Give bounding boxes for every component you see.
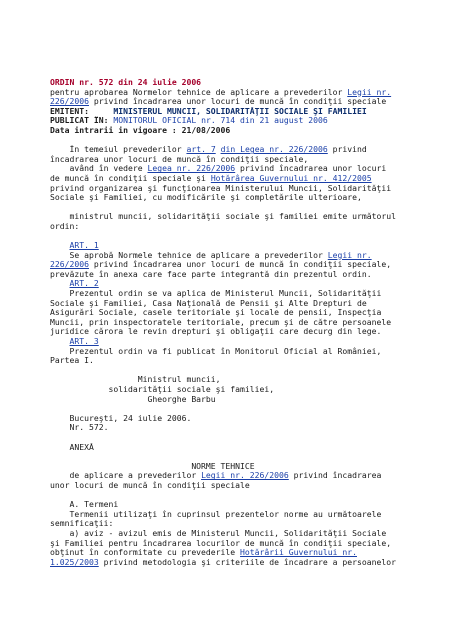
preamble-p1-line-2: încadrarea unor locuri de muncă în condiţii speciale, [50, 154, 309, 164]
art-1-text-3: prevăzute în anexa care face parte integrantă din prezentul ordin. [50, 269, 372, 279]
art-2-text-5: juridice cărora le revin drepturi şi obligaţii care decurg din lege. [50, 327, 382, 337]
art-1-link[interactable]: ART. 1 [69, 241, 99, 251]
norme-tehnice-title: NORME TEHNICE [50, 461, 255, 471]
art-1-text-1: Se aprobă Normele tehnice de aplicare a prevederilor Legii nr. [50, 250, 372, 260]
preamble-p2-line-1: având în vedere Legea nr. 226/2006 privind încadrarea unor locuri [50, 164, 387, 174]
section-a-heading: A. Termeni [50, 500, 119, 510]
art-1-legii-link-cont[interactable]: 226/2006 [50, 260, 89, 270]
order-number: Nr. 572. [50, 423, 109, 433]
legea-226-preamble-link[interactable]: Legea nr. 226/2006 [147, 164, 236, 174]
terms-intro-2: semnificaţii: [50, 519, 114, 529]
signature-line-2: solidarităţii sociale şi familiei, [50, 385, 275, 394]
term-a-line-2: şi Familiei pentru încadrarea locurilor de muncă în condiţii speciale, [50, 538, 392, 548]
norme-subtitle-1: de aplicare a prevederilor Legii nr. 226/2006 privind încadrarea [50, 471, 382, 481]
signature-line-1: Ministrul muncii, [50, 375, 221, 385]
art-2-text-2: Sociale şi Familiei, Casa Naţională de Pensii şi Alte Drepturi de [50, 298, 367, 308]
term-a-line-1: a) aviz - avizul emis de Ministerul Muncii, Solidarităţii Sociale [50, 528, 387, 538]
purpose-line-2: 226/2006 privind încadrarea unor locuri de muncă în condiţii speciale [50, 97, 387, 107]
anexa-label: ANEXĂ [50, 442, 94, 452]
art-1-legii-link[interactable]: Legii nr. [327, 250, 372, 260]
art-7-link[interactable]: art. 7 [186, 145, 216, 155]
art-2-line [50, 279, 450, 289]
art-2-text-1: Prezentul ordin se va aplica de Ministerul Muncii, Solidarităţii [50, 289, 382, 299]
document-title: ORDIN nr. 572 din 24 iulie 2006 [50, 78, 202, 87]
preamble-p3-line-1: ministrul muncii, solidarităţii sociale şi familiei emite următorul [50, 212, 396, 222]
preamble-p3-line-2: ordin: [50, 221, 80, 231]
hg-1025-link-cont[interactable]: 1.025/2003 [50, 557, 99, 567]
emitent-value: MINISTERUL MUNCII, SOLIDARITĂŢII SOCIALE ŞI FAMILIEI [88, 106, 367, 116]
emitent-label: EMITENT: [50, 106, 89, 116]
art-2-link[interactable]: ART. 2 [69, 279, 99, 289]
art-2-text-4: Muncii, prin inspectoratele teritoriale, precum şi de către persoanele [50, 317, 392, 327]
signature-line-3: Gheorghe Barbu [50, 394, 216, 404]
hg-412-link[interactable]: Hotărârea Guvernului nr. 412/2005 [210, 173, 372, 183]
purpose-line-1: pentru aprobarea Normelor tehnice de aplicare a prevederilor Legii nr. [50, 87, 392, 97]
din-legea-226-link[interactable]: din Legea nr. 226/2006 [220, 145, 328, 155]
art-1-line [50, 241, 450, 251]
art-2-text-3: Asigurări Sociale, casele teritoriale şi locale de pensii, Inspecţia [50, 308, 382, 318]
art-3-text-1: Prezentul ordin va fi publicat în Monitorul Oficial al României, [50, 346, 382, 356]
publicat-line [50, 116, 450, 126]
norme-subtitle-2: unor locuri de muncă în condiţii speciale [50, 480, 250, 490]
preamble-p2-line-2: de muncă în condiţii speciale şi Hotărârea Guvernului nr. 412/2005 [50, 173, 372, 183]
preamble-p2-line-3: privind organizarea şi funcţionarea Ministerului Muncii, Solidarităţii [50, 183, 392, 193]
publicat-value: MONITORUL OFICIAL nr. 714 din 21 august 2006 [108, 116, 328, 126]
preamble-p1-line-1: În temeiul prevederilor art. 7 din Legea nr. 226/2006 privind [50, 145, 367, 155]
term-a-line-3: obţinut în conformitate cu prevederile Hotărârii Guvernului nr. [50, 548, 357, 558]
art-1-text-2: 226/2006 privind încadrarea unor locuri de muncă în condiţii speciale, [50, 260, 392, 270]
art-3-text-2: Partea I. [50, 356, 94, 366]
document-body [50, 78, 450, 567]
term-a-line-4: 1.025/2003 privind metodologia şi criteriile de încadrare a persoanelor [50, 557, 396, 567]
legea-226-link[interactable]: Legii nr. [347, 87, 392, 97]
art-3-link[interactable]: ART. 3 [69, 337, 99, 347]
place-date: Bucureşti, 24 iulie 2006. [50, 413, 192, 423]
publicat-label: PUBLICAT ÎN: [50, 116, 109, 126]
art-3-line [50, 337, 450, 347]
anexa-legii-link[interactable]: Legii nr. 226/2006 [201, 471, 289, 481]
hg-1025-link[interactable]: Hotărârii Guvernului nr. [240, 548, 357, 558]
legea-226-link-cont[interactable]: 226/2006 [50, 97, 89, 107]
terms-intro-1: Termenii utilizaţi în cuprinsul prezentelor norme au următoarele [50, 509, 382, 519]
emitent-line [50, 107, 450, 117]
effective-date: Data intrarii in vigoare : 21/08/2006 [50, 125, 231, 135]
preamble-p2-line-4: Sociale şi Familiei, cu modificările şi completările ulterioare, [50, 193, 362, 203]
